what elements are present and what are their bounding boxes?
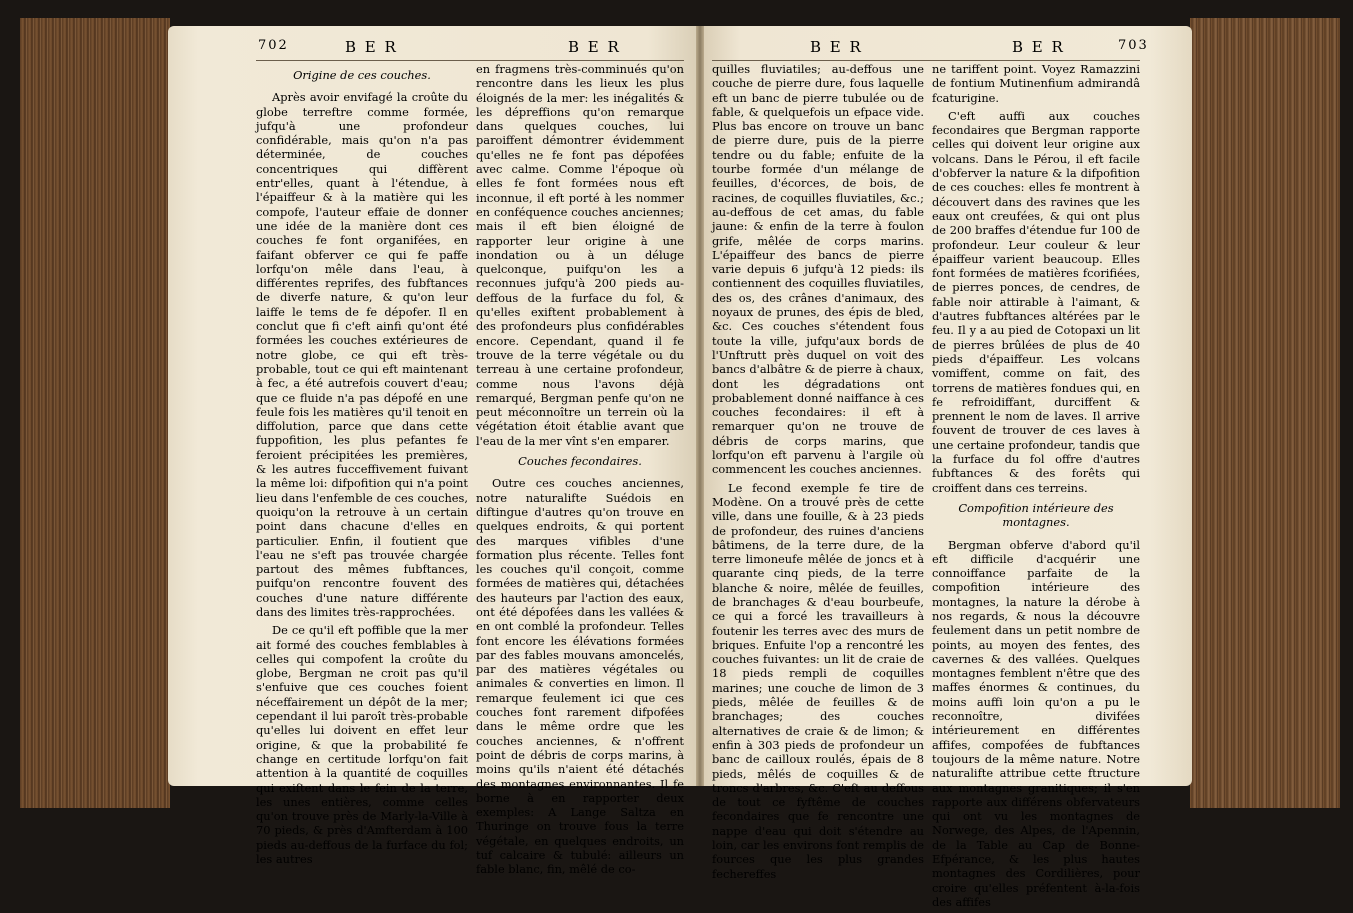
paragraph: ne tariffent point. Voyez Ramazzini de fontium Mutinenfium admirandâ fcaturigine. <box>932 62 1140 105</box>
left-page-column-2 <box>476 62 684 881</box>
left-page-column-1 <box>256 62 468 870</box>
right-header-rule <box>712 60 1140 61</box>
right-page-column-2 <box>932 62 1140 913</box>
right-running-head-2: B E R <box>1012 38 1065 56</box>
book-gutter <box>696 26 704 786</box>
left-running-head-2: B E R <box>568 38 621 56</box>
section-heading-composition: Compofition intérieure des montagnes. <box>958 500 1114 530</box>
paragraph: Outre ces couches anciennes, notre naturalifte Suédois en diftingue d'autres qu'on trouve en quelques endroits, & qui portent des marques vifibles d'une formation plus récente. Telles font les couches qu'il conçoit, comme formées de matières qui, détachées des hauteurs par l'action des eaux, ont été dépofées dans les vallées & en ont comblé la profondeur. Telles font encore les élévations formées par des fables mouvans amoncelés, par des matières végétales ou animales & converties en limon. Il remarque feulement ici que ces couches font rarement difpofées dans le même ordre que les couches anciennes, & n'offrent point de débris de corps marins, à moins qu'ils n'aient été détachés des montagnes environnantes. Il fe borne à en rapporter deux exemples: A Lange Saltza en Thuringe on trouve fous la terre végétale, en quelques endroits, un tuf calcaire & tubulé: ailleurs un fable blanc, fin, mêlé de co- <box>476 476 684 877</box>
section-heading-couches-secondaires: Couches fecondaires. <box>518 454 642 469</box>
left-page-edges <box>20 18 170 808</box>
right-page-number: 703 <box>1118 38 1149 53</box>
paragraph: en fragmens très-comminués qu'on rencontre dans les lieux les plus éloignés de la mer: les inégalités & les dépreffions qu'on remarque dans quelques couches, lui paroiffent démontrer évidemment qu'elles ne fe font pas dépofées avec calme. Comme l'époque où elles fe font formées nous eft inconnue, il eft porté à les nommer en conféquence couches anciennes; mais il eft bien éloigné de rapporter leur origine à une inondation ou à un déluge quelconque, puifqu'on les a reconnues jufqu'à 200 pieds au-deffous de la furface du fol, & qu'elles exiftent probablement à des profondeurs plus confidérables encore. Cependant, quand il fe trouve de la terre végétale ou du terreau à une certaine profondeur, comme nous l'avons déjà remarqué, Bergman penfe qu'on ne peut méconnoître un terrein où la végétation étoit établie avant que l'eau de la mer vînt s'en emparer. <box>476 62 684 448</box>
paragraph: Après avoir envifagé la croûte du globe terreftre comme formée, jufqu'à une profondeur confidérable, mais qu'on n'a pas déterminée, de couches concentriques qui diffèrent entr'elles, quant à l'étendue, à l'épaiffeur & à la matière qui les compofe, l'auteur effaie de donner une idée de la manière dont ces couches fe font organifées, en faifant obferver ce qui fe paffe lorfqu'on mêle dans l'eau, à différentes reprifes, des fubftances de diverfe nature, & qu'on leur laiffe le tems de fe dépofer. Il en conclut que fi c'eft ainfi qu'ont été formées les couches extérieures de notre globe, ce qui eft très-probable, tout ce qui eft maintenant à fec, a été autrefois couvert d'eau; que ce fluide n'a pas dépofé en une feule fois les matières qu'il tenoit en diffolution, parce que dans cette fuppofition, les plus pefantes fe feroient précipitées les premières, & les autres fucceffivement fuivant la même loi: difpofition qui n'a point lieu dans l'enfemble de ces couches, quoiqu'on la retrouve à un certain point dans chacune d'elles en particulier. Enfin, il foutient que l'eau ne s'eft pas trouvée chargée partout des mêmes fubftances, puifqu'on rencontre fouvent des couches d'une nature différente dans des limites très-rapprochées. <box>256 90 468 619</box>
paragraph: C'eft auffi aux couches fecondaires que Bergman rapporte celles qui doivent leur origine aux volcans. Dans le Pérou, il eft facile d'obferver la nature & la difpofition de ces couches: elles fe montrent à découvert dans des ravines que les eaux ont creufées, & qui ont plus de 200 braffes d'étendue fur 100 de profondeur. Leur couleur & leur épaiffeur varient beaucoup. Elles font formées de matières fcorifiées, de pierres ponces, de cendres, de fable noir attirable à l'aimant, & d'autres fubftances altérées par le feu. Il y a au pied de Cotopaxi un lit de pierres brûlées de plus de 40 pieds d'épaiffeur. Les volcans vomiffent, comme on fait, des torrens de matières fondues qui, en fe refroidiffant, durciffent & prennent le nom de laves. Il arrive fouvent de trouver de ces laves à une certaine profondeur, tandis que la furface du fol offre d'autres fubftances & des forêts qui croiffent dans ces terreins. <box>932 108 1140 495</box>
left-header-rule <box>256 60 684 61</box>
paragraph: Bergman obferve d'abord qu'il eft difficile d'acquérir une connoiffance parfaite de la compofition intérieure des montagnes, la nature la dérobe à nos regards, & nous la découvre feulement dans un petit nombre de points, au moyen des fentes, des cavernes & des vallées. Quelques montagnes femblent n'être que des maffes énormes & continues, du moins auffi loin qu'on a pu le reconnoître, divifées intérieurement en différentes affifes, compofées de fubftances toujours de la même nature. Notre naturalifte attribue cette ftructure aux montagnes granitiques; il s'en rapporte aux différens obfervateurs qui ont vu les montagnes de Norwege, des Alpes, de l'Apennin, de la Table au Cap de Bonne-Efpérance, & les plus hautes montagnes des Cordilières, pour croire qu'elles préfentent à-la-fois des affifes <box>932 537 1140 909</box>
paragraph: De ce qu'il eft poffible que la mer ait formé des couches femblables à celles qui compofent la croûte du globe, Bergman ne croit pas qu'il s'enfuive que ces couches foient néceffairement un dépôt de la mer; cependant il lui paroît très-probable qu'elles lui doivent en effet leur origine, & que la probabilité fe change en certitude lorfqu'on fait attention à la quantité de coquilles qui exiftent dans le fein de la terre, les unes entières, comme celles qu'on trouve près de Marly-la-Ville à 70 pieds, & près d'Amfterdam à 100 pieds au-deffous de la furface du fol; les autres <box>256 623 468 867</box>
left-running-head-1: B E R <box>345 38 398 56</box>
right-page-column-1 <box>712 62 924 885</box>
paragraph: Le fecond exemple fe tire de Modène. On a trouvé près de cette ville, dans une fouille, & à 23 pieds de profondeur, des ruines d'anciens bâtimens, de la terre dure, de la terre limoneufe mêlée de joncs et à quarante cinq pieds, de la terre blanche & noire, mêlée de feuilles, de branchages & d'eau bourbeufe, ce qui a forcé les travailleurs à foutenir les terres avec des murs de briques. Enfuite l'op a rencontré les couches fuivantes: un lit de craie de 18 pieds rempli de coquilles marines; une couche de limon de 3 pieds, mêlée de feuilles & de branchages; des couches alternatives de craie & de limon; & enfin à 303 pieds de profondeur un banc de cailloux roulés, épais de 8 pieds, mêlés de coquilles & de troncs d'arbres, &c. C'eft au deffous de tout ce fyftême de couches fecondaires que fe rencontre une nappe d'eau qui doit s'étendre au loin, car les environs font remplis de fources que les plus grandes fechereffes <box>712 480 924 881</box>
right-running-head-1: B E R <box>810 38 863 56</box>
left-page-number: 702 <box>258 38 289 53</box>
paragraph: quilles fluviatiles; au-deffous une couche de pierre dure, fous laquelle eft un banc de pierre tubulée ou de fable, & quelquefois un efpace vide. Plus bas encore on trouve un banc de pierre dure, puis de la pierre tendre ou du fable; enfuite de la tourbe formée d'un mélange de feuilles, d'écorces, de bois, de racines, de coquilles fluviatiles, &c.; au-deffous de cet amas, du fable jaune: & enfin de la terre à foulon grife, mêlée de corps marins. L'épaiffeur des bancs de pierre varie depuis 6 jufqu'à 12 pieds: ils contiennent des coquilles fluviatiles, des os, des crânes d'animaux, des noyaux de prunes, des épis de bled, &c. Ces couches s'étendent fous toute la ville, jufqu'aux bords de l'Unftrutt près duquel on voit des bancs d'albâtre & de pierre à chaux, dont les dégradations ont probablement donné naiffance à ces couches fecondaires: il eft à remarquer qu'on ne trouve de débris de corps marins, que lorfqu'on eft parvenu à l'argile où commencent les couches anciennes. <box>712 62 924 477</box>
section-heading-origine: Origine de ces couches. <box>293 68 431 82</box>
right-page-edges <box>1190 18 1340 808</box>
